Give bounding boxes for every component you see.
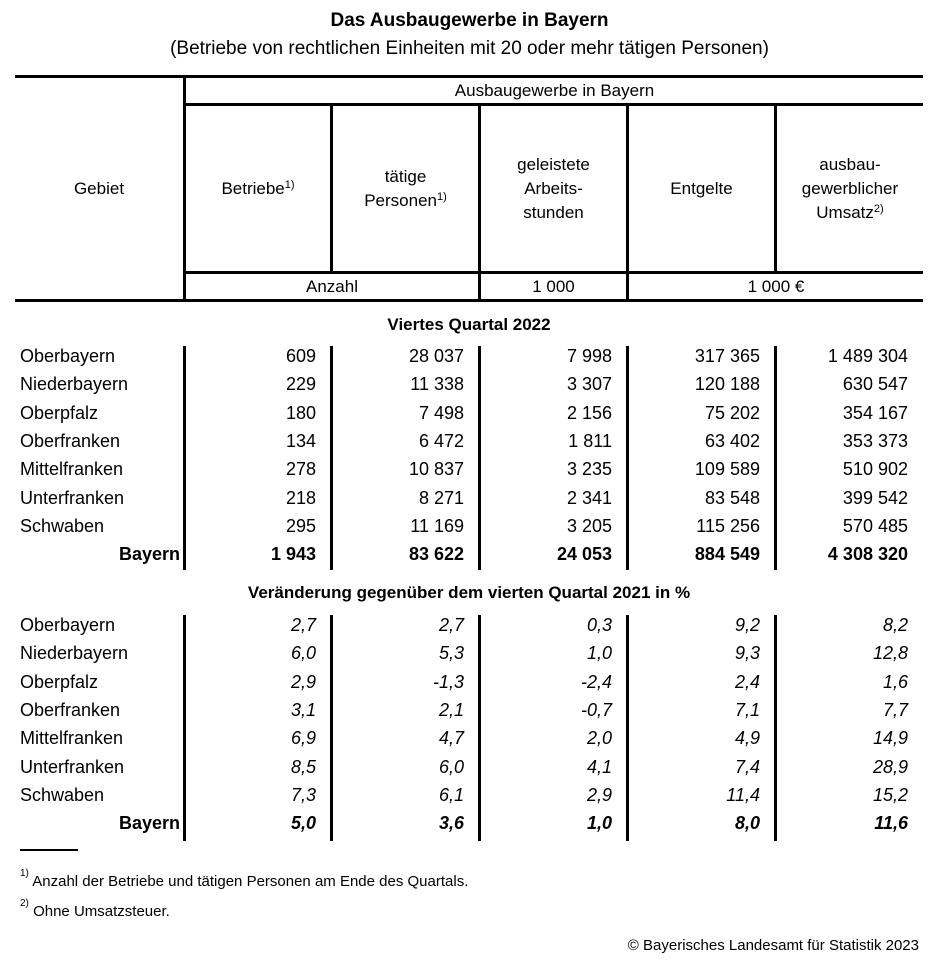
- table-cell: 7,3: [290, 784, 316, 805]
- table-cell: 28 037: [408, 346, 464, 366]
- table-cell: 7,7: [882, 699, 908, 720]
- header-text: gewerblicher: [801, 178, 899, 198]
- table-cell: 3 235: [566, 459, 612, 480]
- table-cell: 4 308 320: [827, 544, 908, 565]
- table-cell: 295: [285, 515, 316, 536]
- table-cell: 278: [285, 459, 316, 480]
- table-cell: 510 902: [842, 459, 908, 480]
- header-text: Umsatz: [816, 202, 874, 222]
- header-betriebe: [186, 106, 330, 271]
- region-name: Bayern: [118, 544, 180, 565]
- table-cell: 4,1: [586, 756, 612, 777]
- region-name: Bayern: [118, 813, 180, 834]
- unit-tausend: [481, 274, 626, 299]
- table-row: [0, 516, 939, 544]
- table-cell: 2 156: [566, 402, 612, 423]
- table-row: [0, 757, 939, 785]
- table-cell: 2 341: [566, 487, 612, 508]
- table-cell: 12,8: [872, 643, 908, 664]
- table-cell: 8,2: [882, 615, 908, 635]
- table-row-total: [0, 813, 939, 841]
- table-cell: 8,5: [290, 756, 316, 777]
- table-cell: 14,9: [872, 728, 908, 749]
- table-cell: 2,1: [438, 699, 464, 720]
- table-cell: 4,9: [734, 728, 760, 749]
- table-cell: 7,1: [734, 699, 760, 720]
- table-cell: 28,9: [872, 756, 908, 777]
- table-cell: 9,2: [734, 615, 760, 635]
- header-text: stunden: [523, 202, 584, 222]
- table-cell: 354 167: [842, 402, 908, 423]
- region-name: Unterfranken: [20, 756, 125, 777]
- header-text: Betriebe: [221, 178, 285, 198]
- header-gebiet-label: Gebiet: [73, 178, 125, 198]
- table-cell: 11 338: [410, 374, 464, 395]
- unit-tausend-eur: [629, 274, 923, 299]
- table-row: [0, 728, 939, 756]
- unit-label: 1 000 €: [747, 276, 805, 296]
- table-row: [0, 346, 939, 374]
- table-cell: 11 169: [410, 515, 464, 536]
- table-cell: 11,4: [726, 784, 760, 805]
- table-cell: 11,6: [874, 813, 908, 834]
- footnote-separator: [20, 849, 78, 851]
- table-cell: 83 622: [408, 544, 464, 565]
- table-row: [0, 488, 939, 516]
- table-cell: 353 373: [842, 430, 908, 451]
- footnote-mark: 2): [873, 202, 884, 215]
- table-cell: 7,4: [734, 756, 760, 777]
- region-name: Mittelfranken: [20, 459, 124, 480]
- footnote-text: Anzahl der Betriebe und tätigen Personen am Ende des Quartals.: [32, 873, 469, 890]
- table-cell: 1 489 304: [827, 346, 908, 366]
- table-cell: 884 549: [694, 544, 760, 565]
- table-cell: 2,7: [438, 615, 464, 635]
- header-text: Entgelte: [670, 178, 733, 198]
- table-cell: 83 548: [704, 487, 760, 508]
- table-cell: 9,3: [734, 643, 760, 664]
- table-cell: 609: [285, 346, 316, 366]
- region-name: Oberbayern: [20, 346, 116, 366]
- table-cell: 630 547: [842, 374, 908, 395]
- footnote-mark: 1): [20, 868, 29, 879]
- table-cell: 24 053: [556, 544, 612, 565]
- table-cell: 180: [285, 402, 316, 423]
- table-cell: 1,0: [586, 813, 612, 834]
- table-cell: 5,0: [290, 813, 316, 834]
- table-cell: 3,6: [438, 813, 464, 834]
- footnote-mark: 1): [437, 190, 447, 203]
- footnote-mark: 1): [284, 178, 295, 191]
- header-group: [186, 78, 923, 103]
- region-name: Niederbayern: [20, 374, 129, 395]
- region-name: Oberbayern: [20, 615, 116, 635]
- unit-label: 1 000: [532, 276, 575, 296]
- header-text: Personen: [364, 190, 437, 210]
- table-cell: 2,0: [586, 728, 612, 749]
- region-name: Niederbayern: [20, 643, 129, 664]
- unit-anzahl: [186, 274, 478, 299]
- table-row: [0, 785, 939, 813]
- header-gebiet: [15, 106, 183, 271]
- table-cell: 6 472: [418, 430, 464, 451]
- copyright: © Bayerisches Landesamt für Statistik 2023: [627, 937, 919, 954]
- region-name: Unterfranken: [20, 487, 125, 508]
- footnote-mark: 2): [20, 898, 29, 909]
- table-cell: 6,1: [438, 784, 464, 805]
- table-cell: 4,7: [438, 728, 464, 749]
- table-cell: 218: [285, 487, 316, 508]
- table-cell: 6,9: [290, 728, 316, 749]
- unit-label: Anzahl: [306, 276, 358, 296]
- table-row-total: [0, 544, 939, 572]
- table-cell: 8 271: [418, 487, 464, 508]
- region-name: Oberfranken: [20, 699, 121, 720]
- header-arbeitsstunden: [481, 106, 626, 271]
- table-cell: 115 256: [696, 515, 760, 536]
- table-cell: 6,0: [438, 756, 464, 777]
- table-subtitle: (Betriebe von rechtlichen Einheiten mit 20 oder mehr tätigen Personen): [170, 38, 769, 59]
- region-name: Oberfranken: [20, 430, 121, 451]
- header-group-label: Ausbaugewerbe in Bayern: [454, 80, 655, 100]
- table-cell: 229: [285, 374, 316, 395]
- region-name: Schwaben: [20, 784, 105, 805]
- header-text: geleistete: [517, 154, 590, 174]
- table-cell: 120 188: [694, 374, 760, 395]
- table-row: [0, 643, 939, 671]
- table-cell: -1,3: [432, 671, 464, 692]
- footnote-text: Ohne Umsatzsteuer.: [33, 903, 170, 920]
- table-cell: 10 837: [408, 459, 464, 480]
- table-cell: 1,6: [882, 671, 908, 692]
- table-cell: 570 485: [842, 515, 908, 536]
- table-cell: 317 365: [694, 346, 760, 366]
- table-cell: -0,7: [580, 699, 612, 720]
- header-taetige-personen: [333, 106, 478, 271]
- table-cell: 63 402: [704, 430, 760, 451]
- table-row: [0, 672, 939, 700]
- table-cell: 5,3: [438, 643, 464, 664]
- table-cell: 3 307: [566, 374, 612, 395]
- section-title: Viertes Quartal 2022: [387, 315, 551, 334]
- table-cell: 7 498: [418, 402, 464, 423]
- region-name: Schwaben: [20, 515, 105, 536]
- table-row: [0, 374, 939, 402]
- table-cell: 75 202: [704, 402, 760, 423]
- table-cell: 3 205: [566, 515, 612, 536]
- table-cell: 7 998: [566, 346, 612, 366]
- table-cell: 109 589: [694, 459, 760, 480]
- footnote-2: [20, 898, 170, 920]
- table-cell: 134: [285, 430, 316, 451]
- table-cell: 0,3: [586, 615, 612, 635]
- header-bottom-rule: [15, 299, 923, 302]
- table-cell: 1,0: [586, 643, 612, 664]
- table-cell: 2,7: [290, 615, 316, 635]
- table-cell: 2,4: [734, 671, 760, 692]
- region-name: Mittelfranken: [20, 728, 124, 749]
- table-cell: 1 811: [568, 430, 612, 451]
- table-cell: -2,4: [580, 671, 612, 692]
- table-row: [0, 431, 939, 459]
- table-title: Das Ausbaugewerbe in Bayern: [330, 10, 609, 31]
- region-name: Oberpfalz: [20, 671, 99, 692]
- table-row: [0, 459, 939, 487]
- table-row: [0, 700, 939, 728]
- table-cell: 15,2: [872, 784, 908, 805]
- table-cell: 3,1: [290, 699, 316, 720]
- section-title: Veränderung gegenüber dem vierten Quartal 2021 in %: [247, 583, 691, 602]
- footnote-1: [20, 868, 469, 890]
- header-text: Arbeits-: [524, 178, 583, 198]
- table-cell: 2,9: [586, 784, 612, 805]
- table-row: [0, 403, 939, 431]
- header-text: tätige: [384, 166, 427, 186]
- table-cell: 6,0: [290, 643, 316, 664]
- table-cell: 1 943: [270, 544, 316, 565]
- table-cell: 2,9: [290, 671, 316, 692]
- table-row: [0, 615, 939, 643]
- region-name: Oberpfalz: [20, 402, 99, 423]
- header-text: ausbau-: [819, 154, 881, 174]
- header-entgelte: [629, 106, 774, 271]
- header-umsatz: [777, 106, 923, 271]
- table-cell: 399 542: [842, 487, 908, 508]
- table-cell: 8,0: [734, 813, 760, 834]
